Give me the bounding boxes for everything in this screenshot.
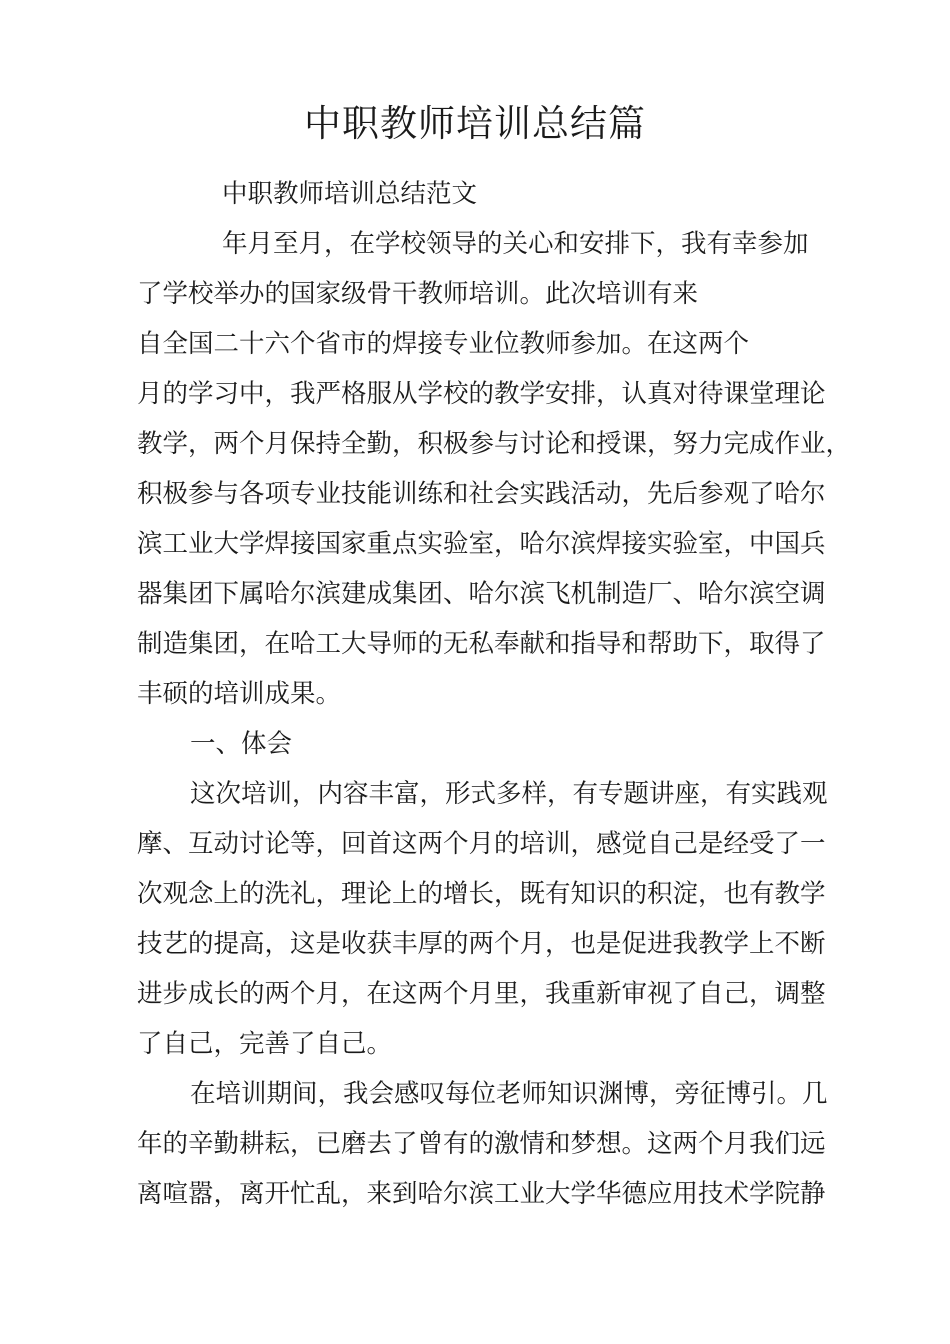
text-line: 月的学习中，我严格服从学校的教学安排，认真对待课堂理论 — [137, 379, 826, 409]
text-line: 年的辛勤耕耘，已磨去了曾有的激情和梦想。这两个月我们远 — [137, 1129, 826, 1159]
text-line: 这次培训，内容丰富，形式多样，有专题讲座，有实践观 — [190, 779, 828, 809]
text-line: 在培训期间，我会感叹每位老师知识渊博，旁征博引。几 — [190, 1079, 828, 1109]
text-line: 器集团下属哈尔滨建成集团、哈尔滨飞机制造厂、哈尔滨空调 — [137, 579, 826, 609]
text-line: 教学，两个月保持全勤，积极参与讨论和授课，努力完成作业， — [137, 429, 852, 459]
text-line: 中职教师培训总结范文 — [222, 179, 478, 209]
document-title: 中职教师培训总结篇 — [304, 102, 646, 145]
text-line: 自全国二十六个省市的焊接专业位教师参加。在这两个 — [137, 329, 750, 359]
text-line: 技艺的提高，这是收获丰厚的两个月，也是促进我教学上不断 — [137, 929, 826, 959]
text-line: 了学校举办的国家级骨干教师培训。此次培训有来 — [137, 279, 699, 309]
text-line: 摩、互动讨论等，回首这两个月的培训，感觉自己是经受了一 — [137, 829, 826, 859]
text-line: 了自己，完善了自己。 — [137, 1029, 393, 1059]
text-line: 离喧嚣，离开忙乱，来到哈尔滨工业大学华德应用技术学院静 — [137, 1179, 826, 1209]
text-line: 滨工业大学焊接国家重点实验室，哈尔滨焊接实验室，中国兵 — [137, 529, 826, 559]
text-line: 年月至月，在学校领导的关心和安排下，我有幸参加 — [222, 229, 809, 259]
text-line: 丰硕的培训成果。 — [137, 679, 342, 709]
text-line: 进步成长的两个月，在这两个月里，我重新审视了自己，调整 — [137, 979, 826, 1009]
section-heading: 一、体会 — [190, 729, 293, 759]
text-line: 积极参与各项专业技能训练和社会实践活动，先后参观了哈尔 — [137, 479, 826, 509]
text-line: 制造集团，在哈工大导师的无私奉献和指导和帮助下，取得了 — [137, 629, 826, 659]
text-line: 次观念上的洗礼，理论上的增长，既有知识的积淀，也有教学 — [137, 879, 826, 909]
